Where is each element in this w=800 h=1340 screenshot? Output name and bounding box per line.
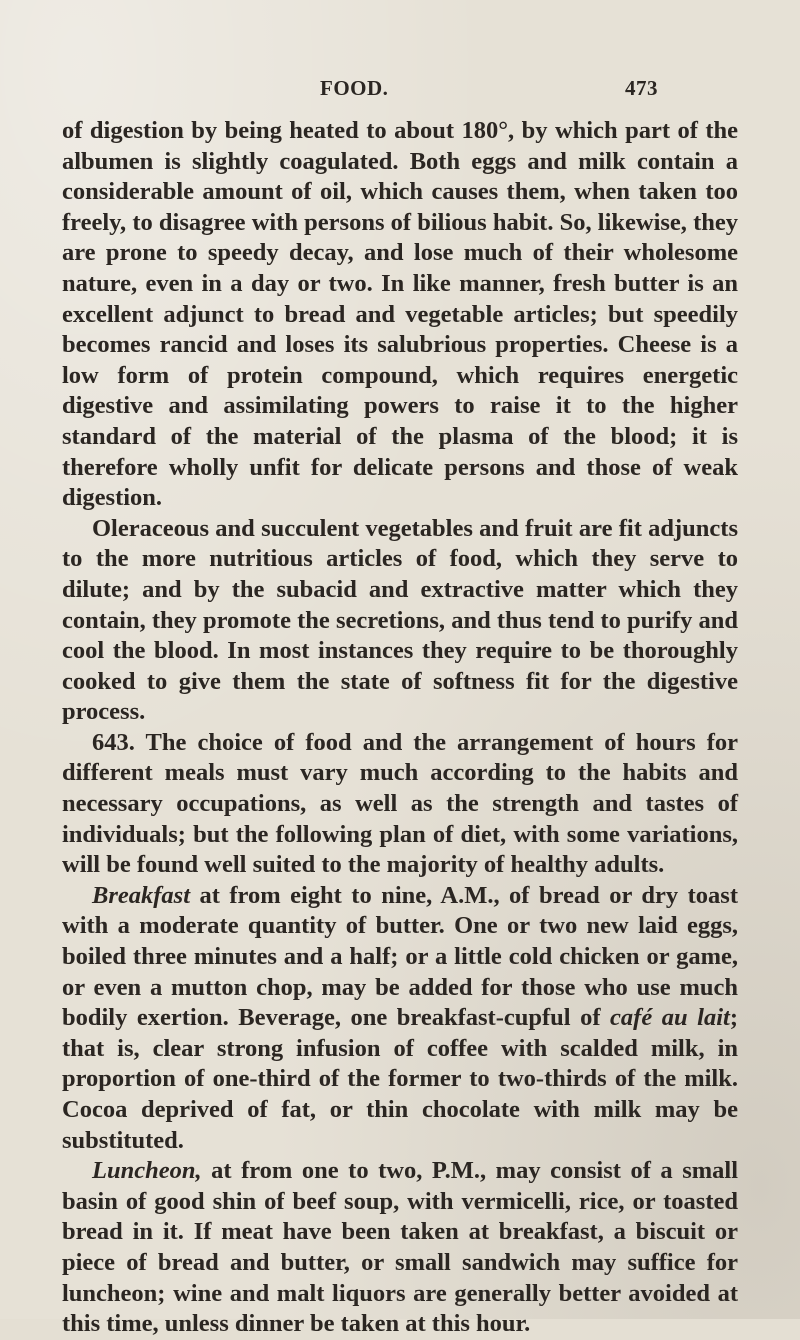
paragraph-luncheon xyxy=(62,1156,738,1340)
breakfast-heading: Breakfast xyxy=(92,881,190,909)
body-text xyxy=(62,116,738,1340)
paragraph-breakfast xyxy=(62,881,738,1156)
page-header xyxy=(0,76,800,102)
paragraph-643: 643. The choice of food and the arrangement of hours for different meals must vary much according to the habits and necessary occupations, as well as the strength and tastes of individuals; but the following plan of diet, with some variations, will be found well suited to the majority of healthy adults. xyxy=(62,728,738,879)
paragraph-vegetables: Oleraceous and succulent vegetables and fruit are fit adjuncts to the more nutritious articles of food, which they serve to dilute; and by the subacid and extractive matter which they contain, they promote the secretions, and thus tend to purify and cool the blood. In most instances they require to be thoroughly cooked to give them the state of softness fit for the digestive process. xyxy=(62,514,738,726)
running-head: FOOD. xyxy=(320,76,389,100)
breakfast-text-tail: ; that is, clear strong infusion of coffee with scalded milk, in proportion of one-third of the former to two-thirds of the milk. Cocoa deprived of fat, or thin chocolate with milk may be substituted. xyxy=(62,1004,738,1154)
luncheon-text: at from one to two, P.M., may consist of a small basin of good shin of beef soup, with vermicelli, rice, or toasted bread in it. If meat have been taken at breakfast, a biscuit or piece of bread and butter, or small sandwich may suffice for luncheon; wine and malt liquors are generally better avoided at this time, unless dinner be taken at this hour. xyxy=(62,1157,738,1338)
cafe-au-lait: café au lait xyxy=(610,1004,730,1032)
luncheon-heading: Luncheon, xyxy=(92,1157,202,1185)
page-number: 473 xyxy=(625,76,658,100)
breakfast-text: at from eight to nine, A.M., of bread or dry toast with a moderate quantity of butter. One or two new laid eggs, boiled three minutes and a half; or a little cold chicken or game, or even a mutton chop, may be added for those who use much bodily exertion. Beverage, one breakfast-cupful of xyxy=(62,881,738,1032)
paragraph-digestion: of digestion by being heated to about 180°, by which part of the albumen is slightly coagulated. Both eggs and milk contain a considerable amount of oil, which causes them, when taken too freely, to disagree with persons of bilious habit. So, likewise, they are prone to speedy decay, and lose much of their wholesome nature, even in a day or two. In like manner, fresh butter is an excellent adjunct to bread and vegetable articles; but speedily becomes rancid and loses its salubrious properties. Cheese is a low form of protein compound, which requires energetic digestive and assimilating powers to raise it to the higher standard of the material of the plasma of the blood; it is therefore wholly unfit for delicate persons and those of weak digestion. xyxy=(62,117,738,512)
